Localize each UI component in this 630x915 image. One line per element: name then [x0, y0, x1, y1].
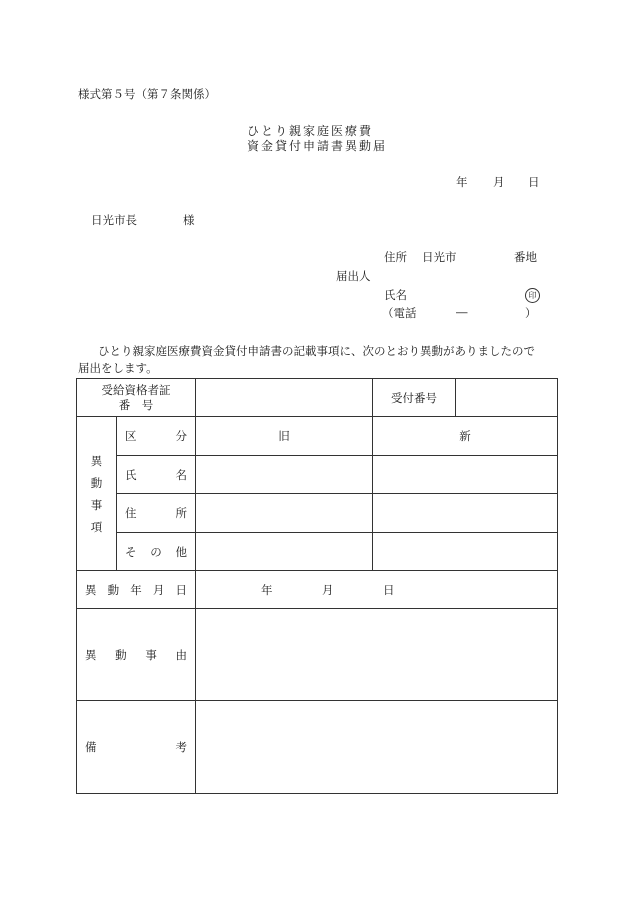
header-date-month: 月: [493, 175, 505, 189]
remarks-label: 備 考: [77, 701, 196, 794]
header-date-day: 日: [528, 175, 540, 189]
phone-dash: ―: [456, 305, 468, 319]
old-name-field[interactable]: [196, 456, 373, 494]
address-label: 住所: [384, 250, 407, 264]
change-date-month: 月: [322, 582, 334, 597]
addressee-name: 日光市長: [91, 213, 137, 227]
seal-icon: 印: [525, 288, 540, 303]
change-reason-label: 異 動 事 由: [77, 609, 196, 701]
change-date-year: 年: [261, 582, 273, 597]
row-address-label: 住 所: [117, 494, 196, 533]
form-number: 様式第５号（第７条関係）: [78, 87, 216, 101]
change-reason-field[interactable]: [196, 609, 558, 701]
change-date-day: 日: [383, 582, 395, 597]
change-date-field[interactable]: [196, 571, 558, 609]
address-city: 日光市: [422, 250, 457, 264]
receipt-number-field[interactable]: [456, 379, 558, 417]
row-other-label: そ の 他: [117, 533, 196, 571]
address-suffix: 番地: [514, 250, 537, 264]
new-name-field[interactable]: [373, 456, 558, 494]
new-other-field[interactable]: [373, 533, 558, 571]
old-address-field[interactable]: [196, 494, 373, 533]
change-notification-table: [76, 378, 558, 794]
header-date-year: 年: [456, 175, 468, 189]
phone-open: （電話: [382, 306, 417, 320]
cert-number-label: 受給資格者証 番 号: [77, 379, 196, 417]
kubun-label: 区 分: [117, 417, 196, 456]
notifier-label: 届出人: [336, 269, 371, 283]
cert-number-field[interactable]: [196, 379, 373, 417]
addressee-honorific: 様: [183, 213, 195, 227]
title-line-2: 資金貸付申請書異動届: [247, 139, 388, 153]
title-line-1: ひとり親家庭医療費: [247, 124, 374, 138]
old-other-field[interactable]: [196, 533, 373, 571]
old-column-header: 旧: [196, 417, 373, 456]
change-items-label: 異 動 事 項: [77, 417, 117, 571]
new-address-field[interactable]: [373, 494, 558, 533]
phone-close: ）: [525, 306, 537, 320]
remarks-field[interactable]: [196, 701, 558, 794]
name-label: 氏名: [384, 288, 407, 302]
seal-mark: [525, 287, 540, 303]
intro-line-1: ひとり親家庭医療費資金貸付申請書の記載事項に、次のとおり異動がありましたので: [98, 344, 535, 358]
change-date-label: 異 動 年 月 日: [77, 571, 196, 609]
new-column-header: 新: [373, 417, 558, 456]
row-name-label: 氏 名: [117, 456, 196, 494]
receipt-number-label: 受付番号: [373, 379, 456, 417]
intro-line-2: 届出をします。: [78, 361, 158, 375]
